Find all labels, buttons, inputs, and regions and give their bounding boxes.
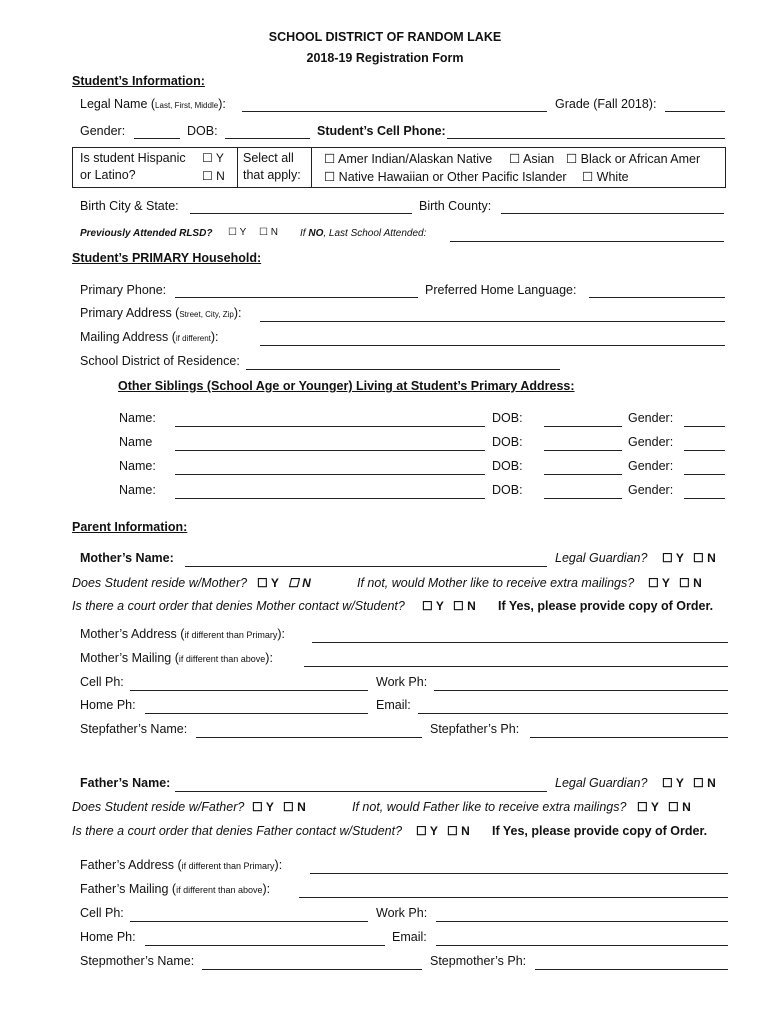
hispanic-yes-checkbox[interactable]: ☐ Y	[202, 151, 224, 165]
stepmother-name-field[interactable]	[202, 969, 422, 970]
mother-mailing-field[interactable]	[304, 666, 728, 667]
stepmother-phone-field[interactable]	[535, 969, 728, 970]
birth-county-label: Birth County:	[419, 199, 492, 213]
sibling-gender-label: Gender:	[628, 483, 674, 497]
select-all-label: Select all	[243, 151, 294, 165]
father-email-field[interactable]	[436, 945, 728, 946]
sibling-gender-field[interactable]	[684, 450, 725, 451]
sibling-name-field[interactable]	[175, 474, 485, 475]
father-address-field[interactable]	[310, 873, 728, 874]
father-mailings-question: If not, would Father like to receive extra mailings?	[352, 800, 627, 814]
mother-email-label: Email:	[376, 698, 411, 712]
district-field[interactable]	[246, 369, 560, 370]
mother-address-label: Mother’s Address (if different than Primary):	[80, 627, 285, 641]
sibling-dob-field[interactable]	[544, 474, 622, 475]
birth-city-field[interactable]	[190, 213, 412, 214]
previously-attended-yes-checkbox[interactable]: ☐ Y	[228, 227, 247, 238]
mother-guardian-label: Legal Guardian?	[555, 551, 648, 565]
parent-section-heading: Parent Information:	[72, 520, 188, 534]
dob-field[interactable]	[225, 138, 310, 139]
grade-field[interactable]	[665, 111, 725, 112]
siblings-heading: Other Siblings (School Age or Younger) Living at Student’s Primary Address:	[118, 379, 575, 393]
race-hawaiian-checkbox[interactable]: ☐ Native Hawaiian or Other Pacific Islander	[324, 170, 567, 184]
father-reside-question: Does Student reside w/Father?	[72, 800, 245, 814]
mother-address-field[interactable]	[312, 642, 728, 643]
sibling-name-field[interactable]	[175, 426, 485, 427]
father-reside-yes-checkbox[interactable]: ☐ Y	[252, 800, 274, 814]
mother-reside-no-checkbox[interactable]: ☐ N	[288, 576, 311, 590]
mother-work-field[interactable]	[434, 690, 728, 691]
stepfather-phone-label: Stepfather’s Ph:	[430, 722, 520, 736]
home-language-label: Preferred Home Language:	[425, 283, 577, 297]
sibling-gender-field[interactable]	[684, 426, 725, 427]
father-address-label: Father’s Address (if different than Primary):	[80, 858, 283, 872]
father-mailing-label: Father’s Mailing (if different than above):	[80, 882, 271, 896]
sibling-name-field[interactable]	[175, 498, 485, 499]
mother-mailing-label: Mother’s Mailing (if different than above):	[80, 651, 273, 665]
father-email-label: Email:	[392, 930, 427, 944]
hispanic-question: Is student Hispanic	[80, 151, 186, 165]
sibling-gender-field[interactable]	[684, 498, 725, 499]
sibling-name-label: Name:	[119, 459, 156, 473]
race-black-checkbox[interactable]: ☐ Black or African Amer	[566, 152, 701, 166]
race-amer-indian-checkbox[interactable]: ☐ Amer Indian/Alaskan Native	[324, 152, 493, 166]
race-asian-checkbox[interactable]: ☐ Asian	[509, 152, 555, 166]
legal-name-field[interactable]	[242, 111, 547, 112]
cell-phone-label: Student’s Cell Phone:	[317, 124, 446, 138]
sibling-dob-field[interactable]	[544, 498, 622, 499]
gender-label: Gender:	[80, 124, 126, 138]
father-mailings-yes-checkbox[interactable]: ☐ Y	[637, 800, 659, 814]
mother-mailings-yes-checkbox[interactable]: ☐ Y	[648, 576, 670, 590]
previously-attended-label: Previously Attended RLSD?	[80, 228, 213, 239]
father-reside-no-checkbox[interactable]: ☐ N	[283, 800, 306, 814]
mother-reside-question: Does Student reside w/Mother?	[72, 576, 248, 590]
dob-label: DOB:	[187, 124, 218, 138]
previously-attended-no-checkbox[interactable]: ☐ N	[259, 227, 278, 238]
mother-home-field[interactable]	[145, 713, 368, 714]
stepfather-name-field[interactable]	[196, 737, 422, 738]
father-work-field[interactable]	[436, 921, 728, 922]
legal-name-label: Legal Name (Last, First, Middle):	[80, 97, 226, 111]
father-copy-order-note: If Yes, please provide copy of Order.	[492, 824, 708, 838]
father-cell-label: Cell Ph:	[80, 906, 124, 920]
mailing-address-label: Mailing Address (if different):	[80, 330, 219, 344]
race-divider	[311, 147, 312, 187]
sibling-dob-label: DOB:	[492, 483, 523, 497]
race-white-checkbox[interactable]: ☐ White	[582, 170, 629, 184]
stepfather-name-label: Stepfather’s Name:	[80, 722, 188, 736]
mailing-address-field[interactable]	[260, 345, 725, 346]
grade-label: Grade (Fall 2018):	[555, 97, 657, 111]
father-court-no-checkbox[interactable]: ☐ N	[447, 824, 470, 838]
cell-phone-field[interactable]	[447, 138, 725, 139]
mother-guardian-yes-checkbox[interactable]: ☐ Y	[662, 551, 684, 565]
ethnicity-divider	[237, 147, 238, 187]
stepfather-phone-field[interactable]	[530, 737, 728, 738]
mother-court-no-checkbox[interactable]: ☐ N	[453, 599, 476, 613]
mother-cell-label: Cell Ph:	[80, 675, 124, 689]
father-name-field[interactable]	[175, 791, 547, 792]
sibling-name-label: Name:	[119, 411, 156, 425]
gender-field[interactable]	[134, 138, 180, 139]
home-language-field[interactable]	[589, 297, 725, 298]
last-school-field[interactable]	[450, 241, 724, 242]
mother-work-label: Work Ph:	[376, 675, 428, 689]
primary-address-field[interactable]	[260, 321, 725, 322]
district-label: School District of Residence:	[80, 354, 240, 368]
mother-email-field[interactable]	[418, 713, 728, 714]
sibling-dob-label: DOB:	[492, 459, 523, 473]
stepmother-name-label: Stepmother’s Name:	[80, 954, 195, 968]
father-court-question: Is there a court order that denies Father contact w/Student?	[72, 824, 403, 838]
father-name-label: Father’s Name:	[80, 776, 171, 790]
mother-mailings-question: If not, would Mother like to receive extra mailings?	[357, 576, 635, 590]
sibling-gender-label: Gender:	[628, 411, 674, 425]
birth-city-label: Birth City & State:	[80, 199, 179, 213]
sibling-gender-label: Gender:	[628, 435, 674, 449]
sibling-name-label: Name:	[119, 483, 156, 497]
last-school-label: If NO, Last School Attended:	[300, 228, 427, 239]
hispanic-no-checkbox[interactable]: ☐ N	[202, 169, 225, 183]
sibling-dob-label: DOB:	[492, 435, 523, 449]
father-guardian-no-checkbox[interactable]: ☐ N	[693, 776, 716, 790]
sibling-dob-label: DOB:	[492, 411, 523, 425]
birth-county-field[interactable]	[501, 213, 724, 214]
mother-name-field[interactable]	[185, 566, 547, 567]
primary-phone-label: Primary Phone:	[80, 283, 167, 297]
mother-reside-yes-checkbox[interactable]: ☐ Y	[257, 576, 279, 590]
form-subtitle: 2018-19 Registration Form	[306, 51, 464, 65]
student-section-heading: Student’s Information:	[72, 74, 205, 88]
sibling-dob-field[interactable]	[544, 426, 622, 427]
father-cell-field[interactable]	[130, 921, 368, 922]
father-work-label: Work Ph:	[376, 906, 428, 920]
father-home-label: Home Ph:	[80, 930, 136, 944]
primary-phone-field[interactable]	[175, 297, 418, 298]
sibling-dob-field[interactable]	[544, 450, 622, 451]
sibling-name-label: Name	[119, 435, 153, 449]
stepmother-phone-label: Stepmother’s Ph:	[430, 954, 527, 968]
mother-cell-field[interactable]	[130, 690, 368, 691]
mother-copy-order-note: If Yes, please provide copy of Order.	[498, 599, 714, 613]
father-mailing-field[interactable]	[299, 897, 728, 898]
mother-guardian-no-checkbox[interactable]: ☐ N	[693, 551, 716, 565]
hispanic-question-2: or Latino?	[80, 168, 136, 182]
mother-home-label: Home Ph:	[80, 698, 136, 712]
mother-court-yes-checkbox[interactable]: ☐ Y	[422, 599, 444, 613]
mother-name-label: Mother’s Name:	[80, 551, 174, 565]
primary-address-label: Primary Address (Street, City, Zip):	[80, 306, 242, 320]
father-guardian-label: Legal Guardian?	[555, 776, 648, 790]
father-home-field[interactable]	[145, 945, 385, 946]
household-section-heading: Student’s PRIMARY Household:	[72, 251, 262, 265]
father-court-yes-checkbox[interactable]: ☐ Y	[416, 824, 438, 838]
father-mailings-no-checkbox[interactable]: ☐ N	[668, 800, 691, 814]
form-title: SCHOOL DISTRICT OF RANDOM LAKE	[268, 30, 502, 44]
mother-court-question: Is there a court order that denies Mother contact w/Student?	[72, 599, 405, 613]
select-all-label-2: that apply:	[243, 168, 301, 182]
sibling-name-field[interactable]	[175, 450, 485, 451]
sibling-gender-label: Gender:	[628, 459, 674, 473]
father-guardian-yes-checkbox[interactable]: ☐ Y	[662, 776, 684, 790]
mother-mailings-no-checkbox[interactable]: ☐ N	[679, 576, 702, 590]
sibling-gender-field[interactable]	[684, 474, 725, 475]
